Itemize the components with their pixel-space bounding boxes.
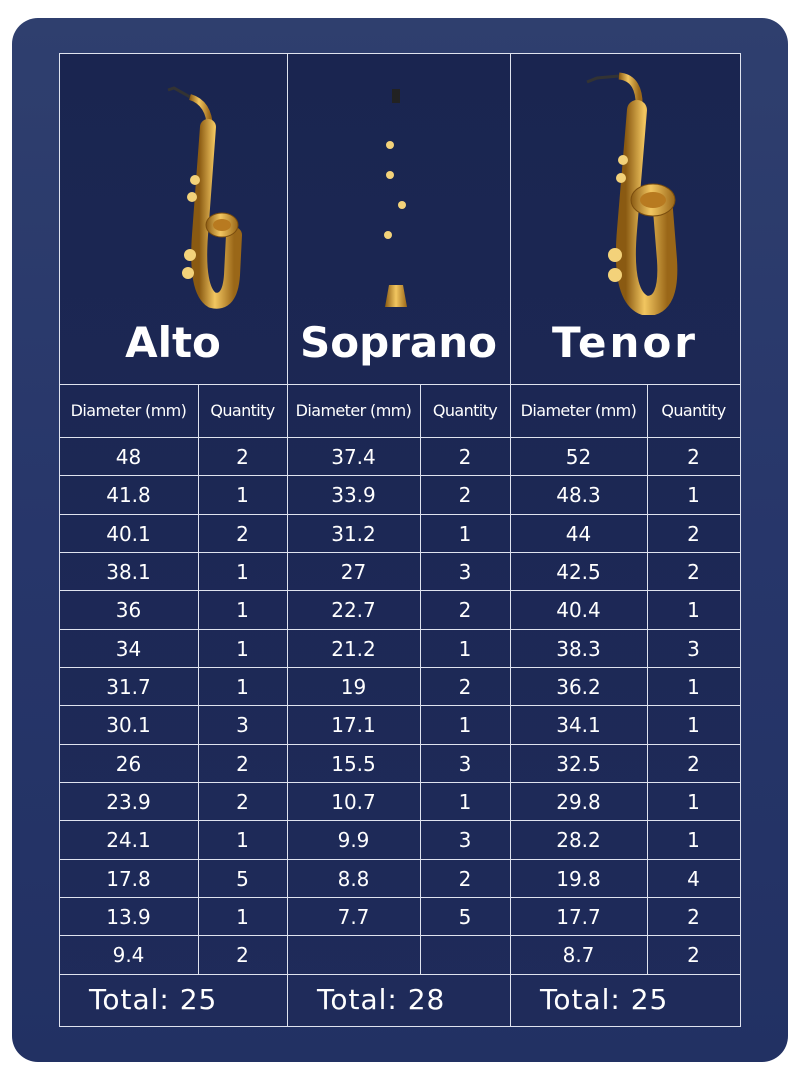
- alto-quantity-cell: 1: [236, 560, 249, 585]
- tenor-quantity-cell: 1: [687, 598, 700, 623]
- alto-diameter-header: Diameter (mm): [70, 401, 187, 420]
- grid-line-vertical: [740, 53, 741, 1027]
- soprano-diameter-cell: 15.5: [331, 751, 376, 776]
- soprano-quantity-cell: 3: [458, 751, 472, 776]
- alto-diameter-cell: 36: [115, 598, 142, 623]
- soprano-diameter-cell: 21.2: [331, 636, 376, 661]
- alto-diameter-cell: 9.4: [112, 943, 145, 968]
- soprano-diameter-cell: 8.8: [337, 866, 370, 891]
- soprano-total: Total: 28: [317, 983, 446, 1017]
- tenor-diameter-cell: 8.7: [562, 943, 595, 968]
- tenor-quantity-cell: 1: [687, 828, 700, 853]
- tenor-diameter-cell: 48.3: [556, 483, 601, 508]
- alto-quantity-cell: 1: [236, 828, 249, 853]
- tenor-quantity-cell: 2: [687, 521, 700, 546]
- tenor-diameter-cell: 42.5: [556, 560, 601, 585]
- soprano-quantity-cell: 2: [458, 445, 472, 470]
- soprano-quantity-cell: 2: [458, 483, 472, 508]
- soprano-quantity-cell: 1: [458, 636, 472, 661]
- tenor-diameter-cell: 52: [565, 445, 592, 470]
- soprano-quantity-cell: 2: [458, 598, 472, 623]
- tenor-quantity-cell: 2: [687, 560, 700, 585]
- alto-quantity-cell: 2: [236, 751, 249, 776]
- tenor-saxophone-icon: [575, 70, 680, 315]
- grid-line-horizontal: [59, 1026, 740, 1027]
- alto-diameter-cell: 34: [115, 636, 142, 661]
- alto-diameter-cell: 26: [115, 751, 142, 776]
- alto-quantity-cell: 3: [236, 713, 249, 738]
- alto-diameter-cell: 23.9: [106, 790, 151, 815]
- alto-diameter-cell: 31.7: [106, 675, 151, 700]
- alto-quantity-cell: 2: [236, 445, 249, 470]
- alto-quantity-cell: 2: [236, 943, 249, 968]
- soprano-quantity-cell: 3: [458, 560, 472, 585]
- soprano-diameter-cell: 10.7: [331, 790, 376, 815]
- soprano-quantity-cell: 1: [458, 713, 472, 738]
- tenor-quantity-cell: 2: [687, 751, 700, 776]
- alto-title: Alto: [125, 318, 221, 367]
- alto-quantity-cell: 1: [236, 598, 249, 623]
- tenor-diameter-cell: 19.8: [556, 866, 601, 891]
- tenor-total: Total: 25: [540, 983, 669, 1017]
- alto-diameter-cell: 30.1: [106, 713, 151, 738]
- alto-diameter-cell: 41.8: [106, 483, 151, 508]
- soprano-diameter-header: Diameter (mm): [295, 401, 412, 420]
- soprano-diameter-cell: 9.9: [337, 828, 370, 853]
- alto-diameter-cell: 38.1: [106, 560, 151, 585]
- soprano-quantity-cell: 1: [458, 790, 472, 815]
- tenor-diameter-cell: 28.2: [556, 828, 601, 853]
- alto-diameter-cell: 40.1: [106, 521, 151, 546]
- tenor-diameter-cell: 40.4: [556, 598, 601, 623]
- soprano-quantity-cell: 1: [458, 521, 472, 546]
- alto-quantity-cell: 2: [236, 521, 249, 546]
- tenor-title: Tenor: [551, 318, 699, 367]
- soprano-diameter-cell: 7.7: [337, 905, 370, 930]
- alto-quantity-cell: 5: [236, 866, 249, 891]
- tenor-diameter-cell: 17.7: [556, 905, 601, 930]
- alto-total: Total: 25: [89, 983, 218, 1017]
- tenor-diameter-header: Diameter (mm): [520, 401, 637, 420]
- tenor-diameter-cell: 44: [565, 521, 592, 546]
- soprano-diameter-cell: [287, 936, 420, 974]
- tenor-quantity-cell: 1: [687, 713, 700, 738]
- tenor-quantity-cell: 4: [687, 866, 700, 891]
- soprano-quantity-cell: 2: [458, 675, 472, 700]
- alto-saxophone-icon: [150, 85, 245, 310]
- alto-diameter-cell: 13.9: [106, 905, 151, 930]
- alto-diameter-cell: 17.8: [106, 866, 151, 891]
- soprano-quantity-cell: 5: [458, 905, 472, 930]
- alto-quantity-cell: 1: [236, 483, 249, 508]
- soprano-quantity-header: Quantity: [432, 401, 498, 420]
- soprano-quantity-cell: 3: [458, 828, 472, 853]
- alto-diameter-cell: 24.1: [106, 828, 151, 853]
- tenor-quantity-cell: 2: [687, 905, 700, 930]
- alto-quantity-cell: 1: [236, 636, 249, 661]
- tenor-quantity-cell: 2: [687, 943, 700, 968]
- soprano-quantity-cell: [420, 936, 510, 974]
- alto-quantity-cell: 1: [236, 905, 249, 930]
- soprano-diameter-cell: 37.4: [331, 445, 376, 470]
- soprano-title: Soprano: [300, 318, 497, 367]
- tenor-diameter-cell: 38.3: [556, 636, 601, 661]
- tenor-quantity-cell: 1: [687, 675, 700, 700]
- alto-diameter-cell: 48: [115, 445, 142, 470]
- soprano-diameter-cell: 19: [340, 675, 367, 700]
- tenor-quantity-cell: 1: [687, 483, 700, 508]
- tenor-diameter-cell: 34.1: [556, 713, 601, 738]
- tenor-diameter-cell: 32.5: [556, 751, 601, 776]
- soprano-diameter-cell: 33.9: [331, 483, 376, 508]
- alto-quantity-header: Quantity: [210, 401, 275, 420]
- soprano-diameter-cell: 31.2: [331, 521, 376, 546]
- tenor-quantity-cell: 3: [687, 636, 700, 661]
- tenor-diameter-cell: 36.2: [556, 675, 601, 700]
- soprano-quantity-cell: 2: [458, 866, 472, 891]
- alto-quantity-cell: 1: [236, 675, 249, 700]
- soprano-diameter-cell: 22.7: [331, 598, 376, 623]
- grid-line-horizontal: [59, 53, 740, 54]
- tenor-diameter-cell: 29.8: [556, 790, 601, 815]
- soprano-diameter-cell: 17.1: [331, 713, 376, 738]
- soprano-saxophone-icon: [376, 85, 416, 313]
- alto-quantity-cell: 2: [236, 790, 249, 815]
- tenor-quantity-header: Quantity: [661, 401, 726, 420]
- tenor-quantity-cell: 1: [687, 790, 700, 815]
- tenor-quantity-cell: 2: [687, 445, 700, 470]
- soprano-diameter-cell: 27: [340, 560, 367, 585]
